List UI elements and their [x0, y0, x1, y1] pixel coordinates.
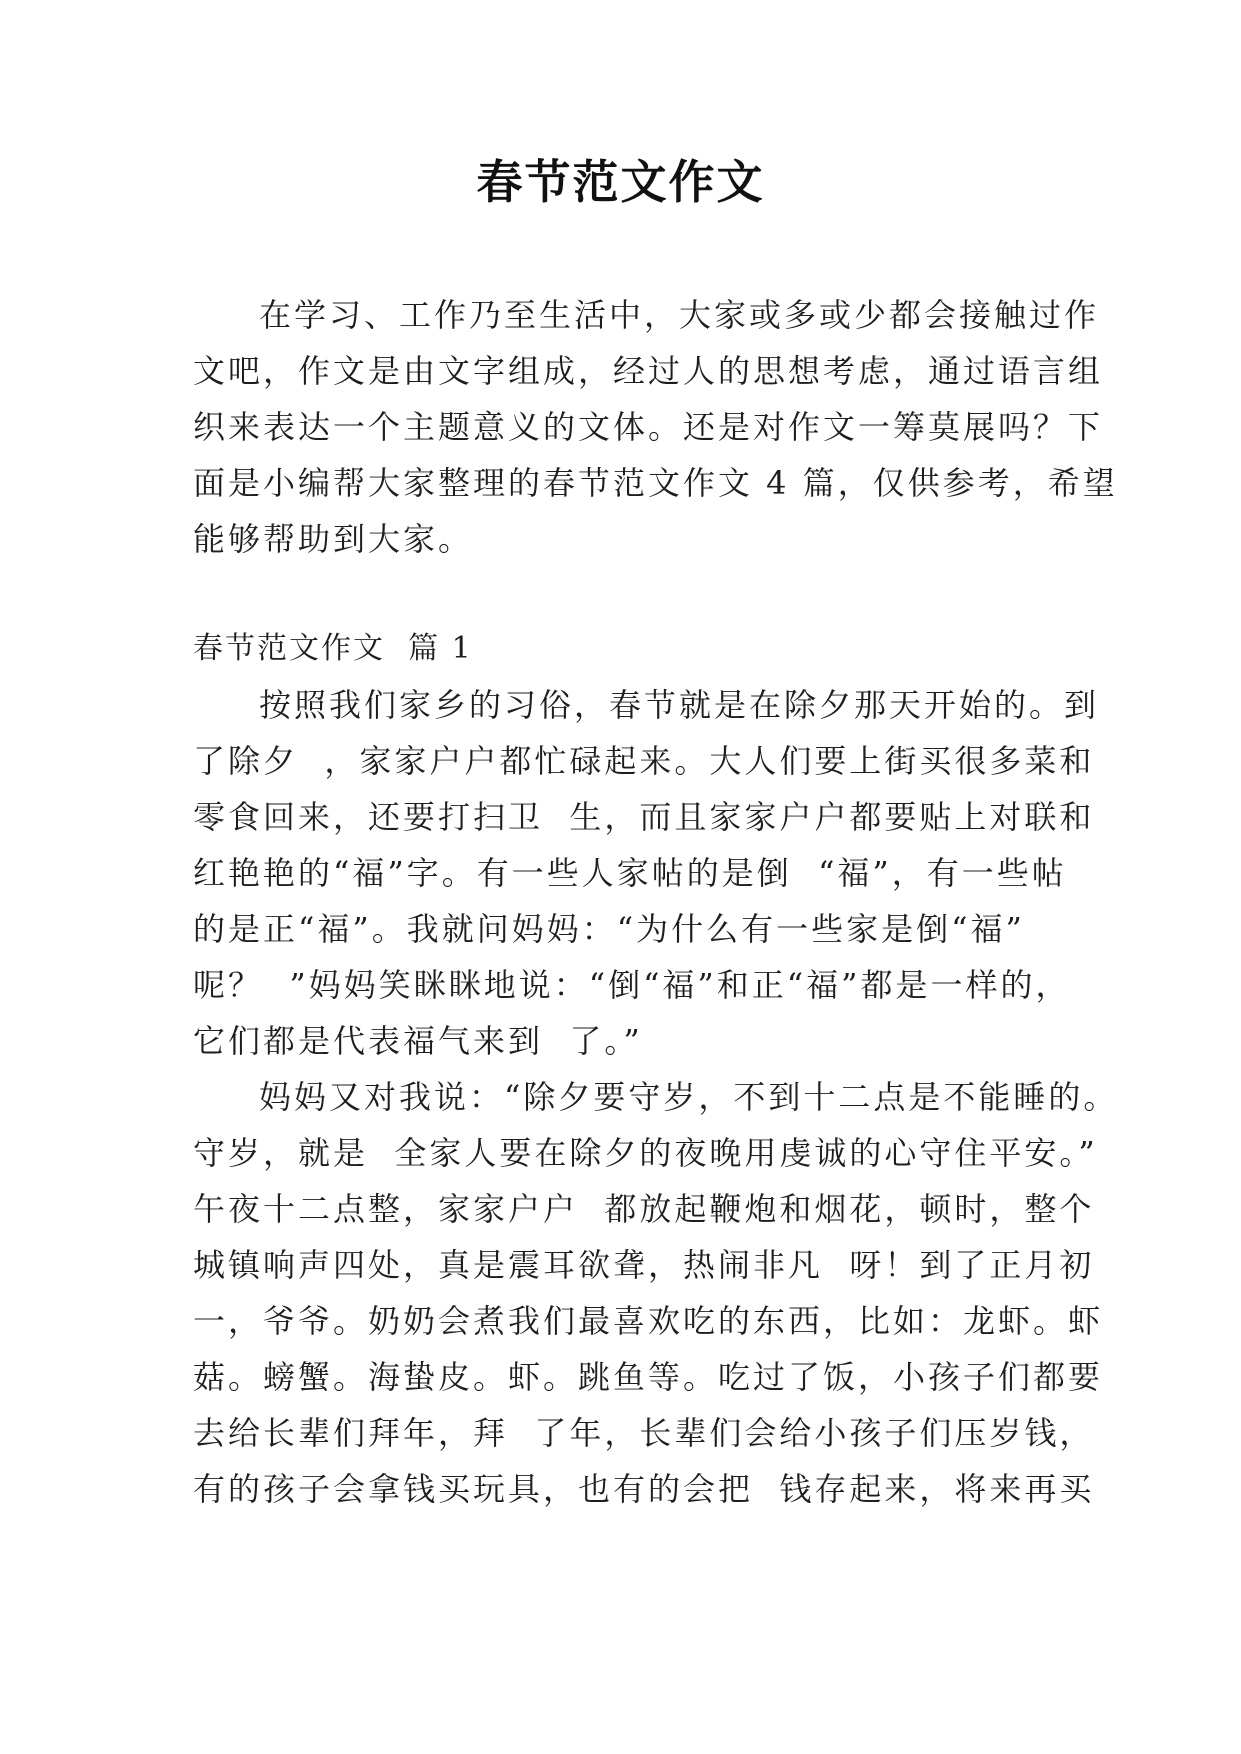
intro-line: 在学习、工作乃至生活中，大家或多或少都会接触过作 — [259, 296, 1100, 334]
paragraph-line: 去给长辈们拜年，拜 了年，长辈们会给小孩子们压岁钱， — [193, 1414, 1095, 1452]
document-title: 春节范文作文 — [476, 155, 765, 209]
paragraph-line: 午夜十二点整，家家户户 都放起鞭炮和烟花，顿时，整个 — [193, 1190, 1095, 1228]
paragraph-line: 了除夕 ，家家户户都忙碌起来。大人们要上街买很多菜和 — [193, 742, 1095, 780]
spacer — [193, 567, 1053, 621]
intro-line: 面是小编帮大家整理的春节范文作文 4 篇，仅供参考，希望 — [193, 464, 1118, 502]
document-body — [193, 287, 1119, 1517]
paragraph-line: 按照我们家乡的习俗，春节就是在除夕那天开始的。到 — [259, 686, 1100, 724]
paragraph-line: 一，爷爷。奶奶会煮我们最喜欢吃的东西，比如：龙虾。虾 — [193, 1302, 1104, 1340]
paragraph-line: 红艳艳的“福”字。有一些人家帖的是倒 “福”，有一些帖 — [193, 854, 1067, 892]
paragraph-line: 守岁，就是 全家人要在除夕的夜晚用虔诚的心守住平安。” — [193, 1134, 1098, 1172]
intro-line: 织来表达一个主题意义的文体。还是对作文一筹莫展吗？下 — [193, 408, 1104, 446]
paragraph-line: 它们都是代表福气来到 了。” — [193, 1022, 643, 1060]
intro-paragraph — [193, 287, 1118, 567]
paragraph-line: 有的孩子会拿钱买玩具，也有的会把 钱存起来，将来再买 — [193, 1470, 1095, 1508]
paragraph-line: 妈妈又对我说：“除夕要守岁，不到十二点是不能睡的。 — [259, 1078, 1119, 1116]
paragraph-line: 的是正“福”。我就问妈妈：“为什么有一些家是倒“福” — [193, 910, 1025, 948]
paragraph-line: 城镇响声四处，真是震耳欲聋，热闹非凡 呀！到了正月初 — [193, 1246, 1095, 1284]
paragraph-line: 菇。螃蟹。海蛰皮。虾。跳鱼等。吃过了饭，小孩子们都要 — [193, 1358, 1104, 1396]
paragraph-line: 零食回来，还要打扫卫 生，而且家家户户都要贴上对联和 — [193, 798, 1095, 836]
intro-line: 文吧，作文是由文字组成，经过人的思想考虑，通过语言组 — [193, 352, 1104, 390]
intro-line: 能够帮助到大家。 — [193, 520, 474, 558]
section-paragraph-2 — [193, 1069, 1119, 1517]
section-paragraph-1 — [193, 677, 1100, 1069]
paragraph-line: 呢？ ”妈妈笑眯眯地说：“倒“福”和正“福”都是一样的， — [193, 966, 1071, 1004]
section-heading: 春节范文作文 篇 1 — [193, 631, 473, 666]
